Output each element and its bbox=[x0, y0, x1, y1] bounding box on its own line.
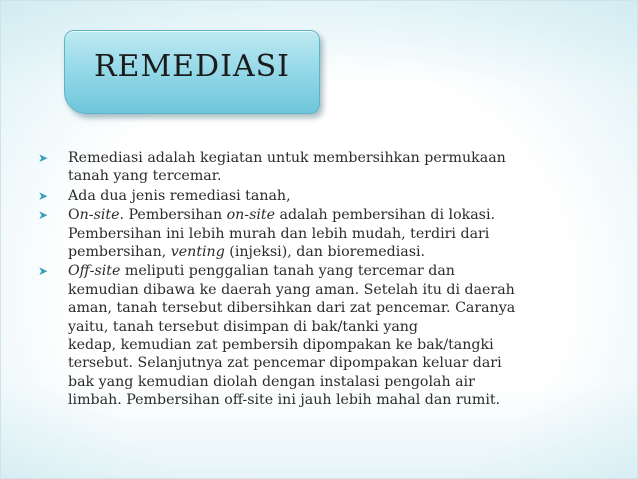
bullet-item-types bbox=[38, 187, 598, 205]
bullet-line: Remediasi adalah kegiatan untuk membersihkan permukaan bbox=[68, 150, 506, 166]
bullet-line bbox=[68, 206, 598, 224]
bullet-line bbox=[68, 262, 598, 280]
text-run-italic: n-site bbox=[79, 207, 120, 224]
bullet-item-definition bbox=[38, 149, 598, 186]
text-run-italic: on-site bbox=[226, 207, 275, 224]
bullet-line: kedap, kemudian zat pembersih dipompakan ke bak/tangki bbox=[68, 337, 494, 354]
arrow-bullet-icon: ➤ bbox=[38, 151, 49, 165]
bullet-line: limbah. Pembersihan off-site ini jauh lebih mahal dan rumit. bbox=[68, 392, 501, 409]
text-run: . Pembersihan bbox=[119, 207, 227, 224]
arrow-bullet-icon: ➤ bbox=[38, 208, 49, 223]
bullet-line: bak yang kemudian diolah dengan instalasi pengolah air bbox=[68, 373, 475, 390]
arrow-bullet-icon: ➤ bbox=[38, 264, 49, 279]
text-run-italic: Off-site bbox=[68, 263, 121, 280]
bullet-item-on-site bbox=[38, 206, 598, 261]
bullet-line: tanah yang tercemar. bbox=[68, 168, 222, 185]
bullet-list bbox=[38, 149, 598, 411]
bullet-line: Pembersihan ini lebih murah dan lebih mudah, terdiri dari bbox=[68, 225, 490, 242]
text-run: pembersihan, bbox=[68, 244, 171, 261]
bullet-item-off-site bbox=[38, 262, 598, 409]
text-run: meliputi penggalian tanah yang tercemar dan bbox=[120, 263, 455, 280]
title-box bbox=[64, 30, 320, 114]
text-run: O bbox=[68, 207, 80, 224]
bullet-line: aman, tanah tersebut dibersihkan dari zat pencemar. Caranya bbox=[68, 300, 516, 317]
slide-title: REMEDIASI bbox=[93, 49, 291, 84]
text-run: (injeksi), dan bioremediasi. bbox=[224, 244, 426, 261]
bullet-line: Ada dua jenis remediasi tanah, bbox=[68, 187, 291, 204]
text-run: adalah pembersihan di lokasi. bbox=[275, 207, 495, 224]
bullet-line: kemudian dibawa ke daerah yang aman. Setelah itu di daerah bbox=[68, 281, 515, 298]
arrow-bullet-icon: ➤ bbox=[38, 188, 49, 203]
text-run-italic: venting bbox=[170, 244, 225, 261]
bullet-line: yaitu, tanah tersebut disimpan di bak/tanki yang bbox=[68, 318, 419, 335]
bullet-line bbox=[68, 243, 598, 261]
bullet-line: tersebut. Selanjutnya zat pencemar dipompakan keluar dari bbox=[68, 355, 502, 372]
